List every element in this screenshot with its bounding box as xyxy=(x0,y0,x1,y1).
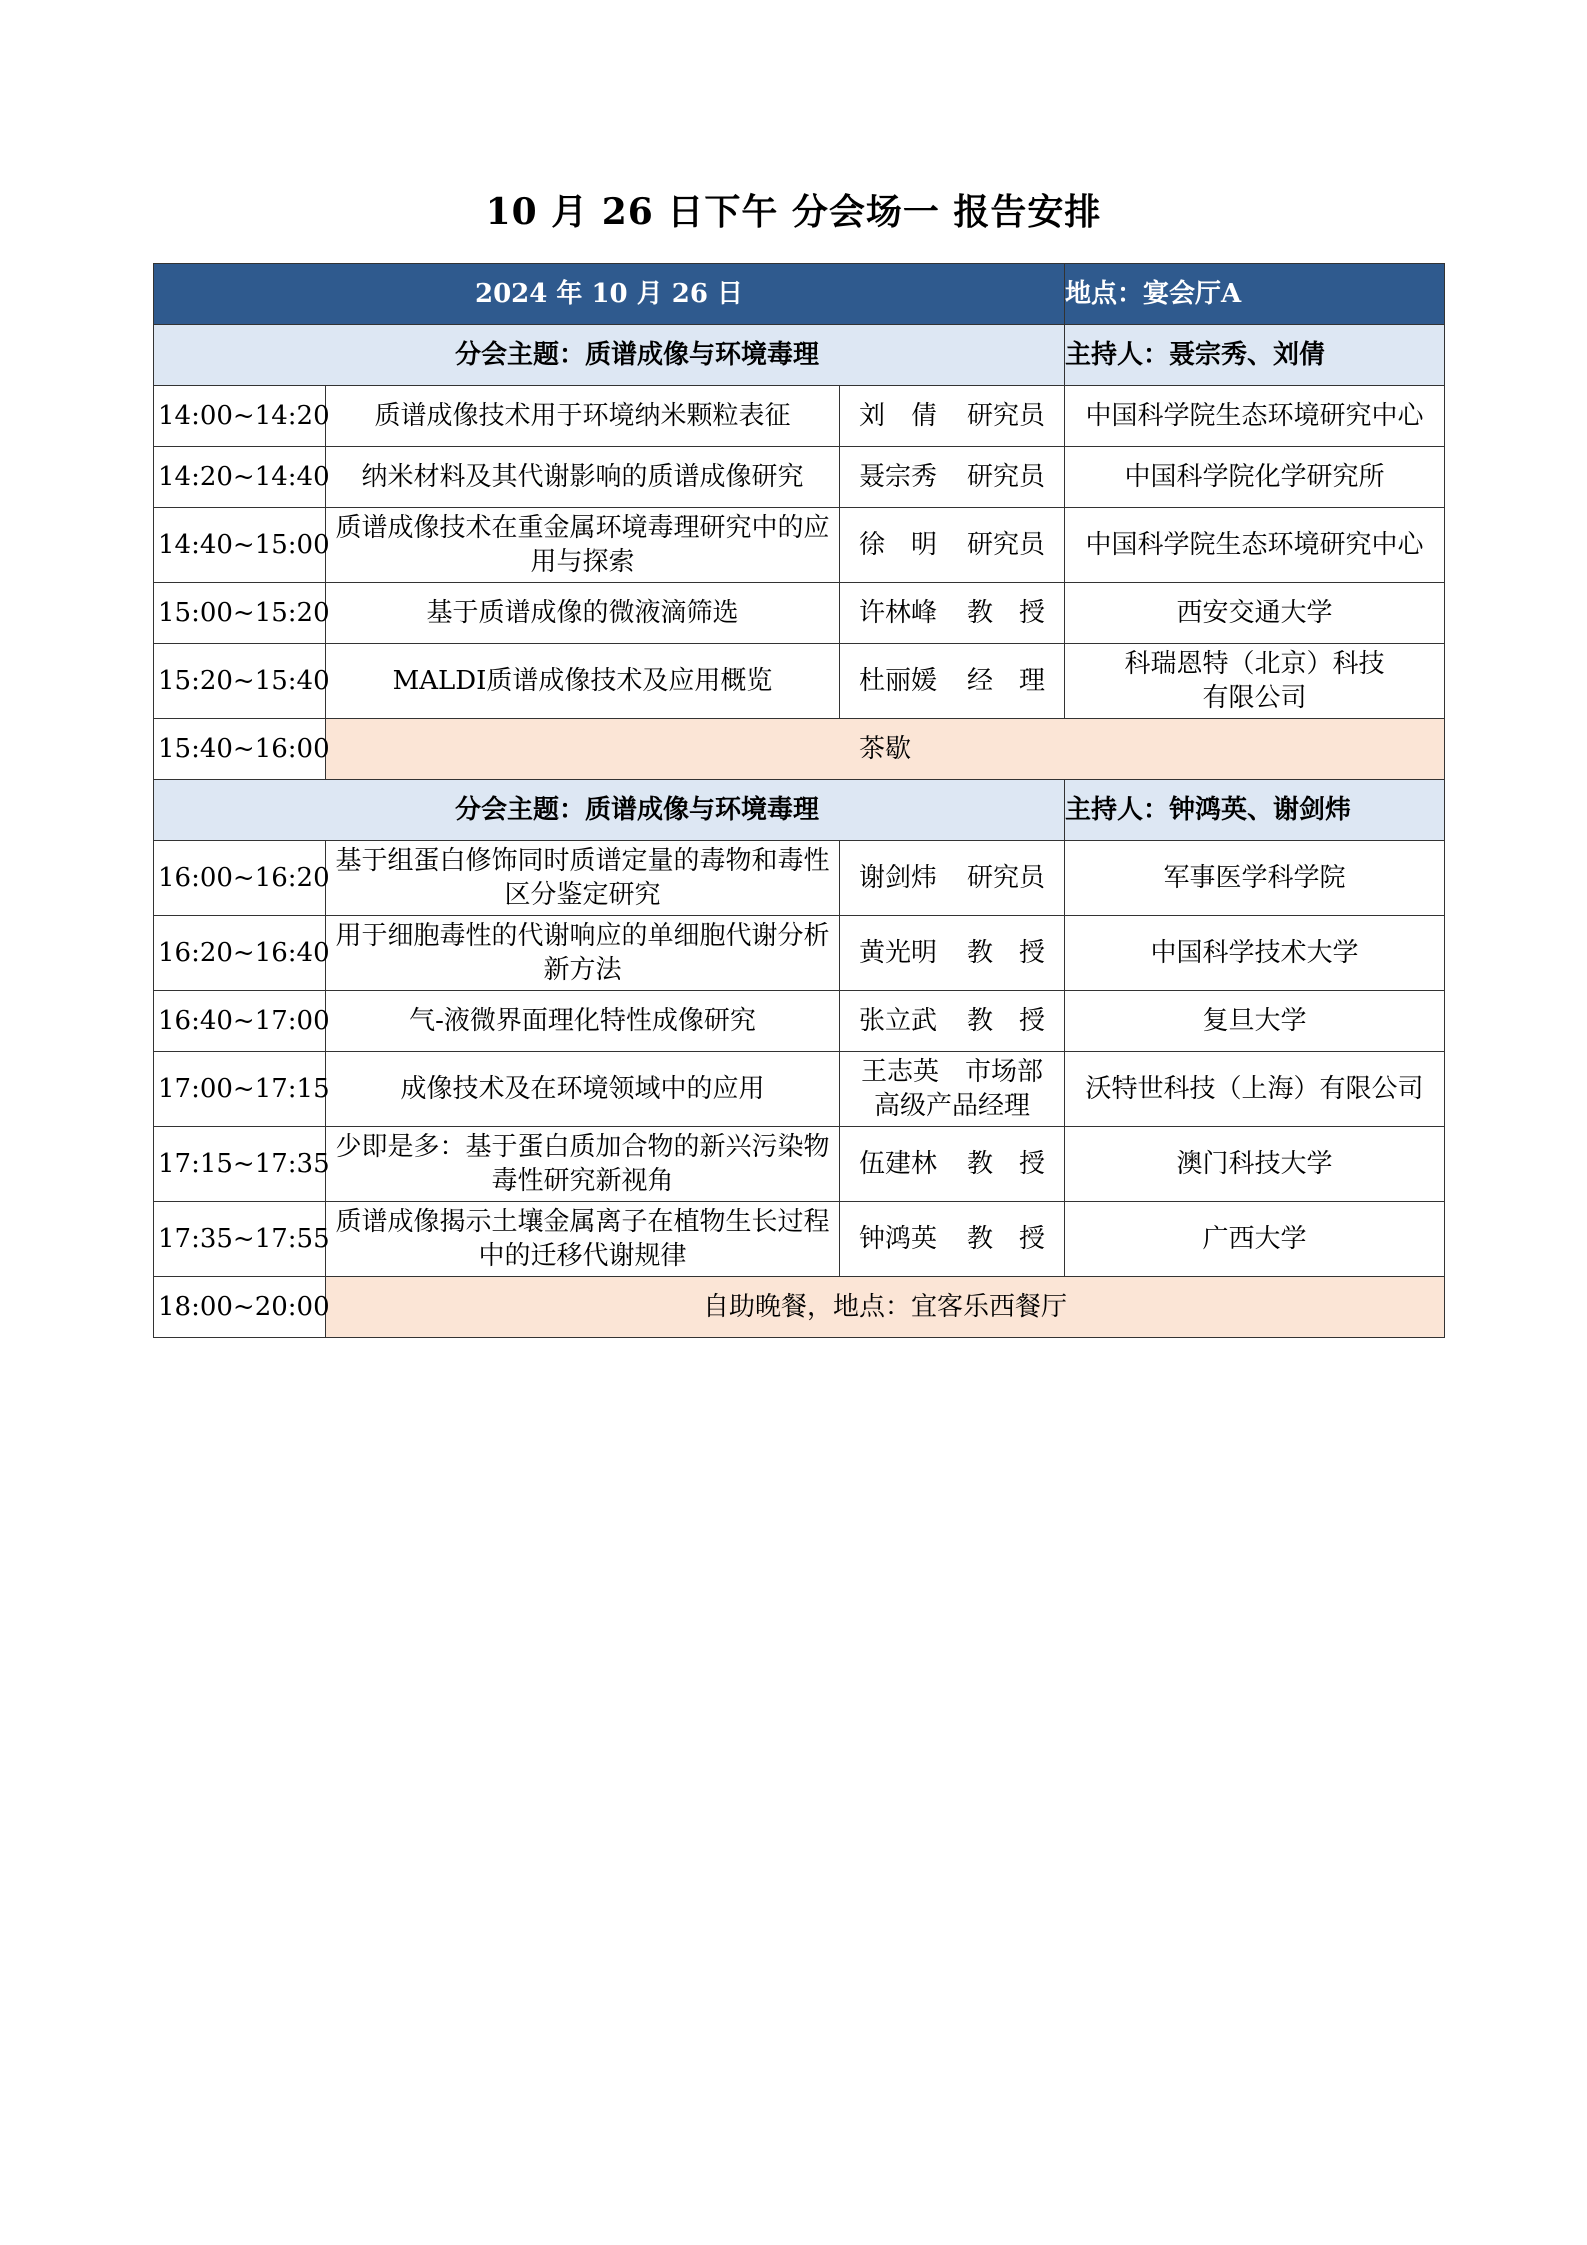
break-label: 茶歇 xyxy=(326,719,1445,780)
time-cell: 16:20~16:40 xyxy=(154,916,326,991)
table-row xyxy=(154,447,1445,508)
time-cell: 17:35~17:55 xyxy=(154,1202,326,1277)
dinner-row xyxy=(154,1277,1445,1338)
topic-cell: 基于质谱成像的微液滴筛选 xyxy=(326,583,840,644)
time-cell: 17:15~17:35 xyxy=(154,1127,326,1202)
speaker-role: 研究员 xyxy=(966,401,1045,431)
schedule-table xyxy=(153,263,1445,1338)
speaker-name: 黄光明 xyxy=(858,938,937,968)
table-row xyxy=(154,386,1445,447)
org-cell: 沃特世科技（上海）有限公司 xyxy=(1065,1052,1445,1127)
speaker-role: 经 理 xyxy=(966,666,1045,696)
org-cell: 中国科学院化学研究所 xyxy=(1065,447,1445,508)
page-title: 10 月 26 日下午 分会场一 报告安排 xyxy=(485,191,1102,233)
speaker-cell xyxy=(840,1052,1065,1127)
speaker-role: 研究员 xyxy=(966,530,1045,560)
org-cell: 澳门科技大学 xyxy=(1065,1127,1445,1202)
topic-cell: 基于组蛋白修饰同时质谱定量的毒物和毒性区分鉴定研究 xyxy=(326,841,840,916)
topic-cell: 用于细胞毒性的代谢响应的单细胞代谢分析新方法 xyxy=(326,916,840,991)
topic-cell: MALDI质谱成像技术及应用概览 xyxy=(326,644,840,719)
topic-cell: 质谱成像揭示土壤金属离子在植物生长过程中的迁移代谢规律 xyxy=(326,1202,840,1277)
session2-host: 主持人：钟鸿英、谢剑炜 xyxy=(1065,780,1445,841)
speaker-role: 研究员 xyxy=(966,462,1045,492)
table-row xyxy=(154,644,1445,719)
session1-theme-row xyxy=(154,325,1445,386)
speaker-name: 张立武 xyxy=(858,1006,937,1036)
table-row xyxy=(154,991,1445,1052)
time-cell: 15:20~15:40 xyxy=(154,644,326,719)
time-cell: 14:20~14:40 xyxy=(154,447,326,508)
speaker-cell xyxy=(840,583,1065,644)
table-row xyxy=(154,916,1445,991)
table-row xyxy=(154,583,1445,644)
time-cell: 18:00~20:00 xyxy=(154,1277,326,1338)
org-cell: 复旦大学 xyxy=(1065,991,1445,1052)
break-row xyxy=(154,719,1445,780)
speaker-role: 教 授 xyxy=(966,1224,1045,1254)
table-row xyxy=(154,508,1445,583)
session1-host: 主持人：聂宗秀、刘倩 xyxy=(1065,325,1445,386)
org-cell: 军事医学科学院 xyxy=(1065,841,1445,916)
org-cell: 中国科学院生态环境研究中心 xyxy=(1065,386,1445,447)
session2-theme: 分会主题：质谱成像与环境毒理 xyxy=(154,780,1065,841)
speaker-cell xyxy=(840,386,1065,447)
time-cell: 16:00~16:20 xyxy=(154,841,326,916)
speaker-cell xyxy=(840,841,1065,916)
topic-cell: 成像技术及在环境领域中的应用 xyxy=(326,1052,840,1127)
speaker-role: 研究员 xyxy=(966,863,1045,893)
org-cell: 广西大学 xyxy=(1065,1202,1445,1277)
speaker-name: 谢剑炜 xyxy=(858,863,937,893)
speaker-name: 王志英 xyxy=(860,1057,939,1087)
speaker-cell xyxy=(840,991,1065,1052)
topic-cell: 气-液微界面理化特性成像研究 xyxy=(326,991,840,1052)
speaker-cell xyxy=(840,1127,1065,1202)
speaker-cell xyxy=(840,1202,1065,1277)
speaker-cell xyxy=(840,644,1065,719)
org-cell: 科瑞恩特（北京）科技有限公司 xyxy=(1065,644,1445,719)
org-cell: 西安交通大学 xyxy=(1065,583,1445,644)
time-cell: 16:40~17:00 xyxy=(154,991,326,1052)
time-cell: 15:00~15:20 xyxy=(154,583,326,644)
time-cell: 17:00~17:15 xyxy=(154,1052,326,1127)
speaker-cell xyxy=(840,916,1065,991)
session1-theme: 分会主题：质谱成像与环境毒理 xyxy=(154,325,1065,386)
speaker-cell xyxy=(840,508,1065,583)
topic-cell: 质谱成像技术在重金属环境毒理研究中的应用与探索 xyxy=(326,508,840,583)
time-cell: 14:40~15:00 xyxy=(154,508,326,583)
speaker-role: 市场部高级产品经理 xyxy=(874,1057,1044,1121)
date-header-row xyxy=(154,264,1445,325)
topic-cell: 少即是多：基于蛋白质加合物的新兴污染物毒性研究新视角 xyxy=(326,1127,840,1202)
time-cell: 15:40~16:00 xyxy=(154,719,326,780)
speaker-name: 徐 明 xyxy=(858,530,937,560)
speaker-name: 杜丽媛 xyxy=(858,666,937,696)
table-row xyxy=(154,1127,1445,1202)
speaker-role: 教 授 xyxy=(966,938,1045,968)
speaker-role: 教 授 xyxy=(966,598,1045,628)
org-cell: 中国科学技术大学 xyxy=(1065,916,1445,991)
dinner-label: 自助晚餐，地点：宜客乐西餐厅 xyxy=(326,1277,1445,1338)
speaker-name: 伍建林 xyxy=(858,1149,937,1179)
org-cell: 中国科学院生态环境研究中心 xyxy=(1065,508,1445,583)
speaker-role: 教 授 xyxy=(966,1006,1045,1036)
speaker-name: 许林峰 xyxy=(858,598,937,628)
location-cell: 地点：宴会厅A xyxy=(1065,264,1445,325)
table-row xyxy=(154,1202,1445,1277)
speaker-name: 钟鸿英 xyxy=(858,1224,937,1254)
topic-cell: 质谱成像技术用于环境纳米颗粒表征 xyxy=(326,386,840,447)
session2-theme-row xyxy=(154,780,1445,841)
speaker-name: 聂宗秀 xyxy=(858,462,937,492)
speaker-role: 教 授 xyxy=(966,1149,1045,1179)
date-cell: 2024 年 10 月 26 日 xyxy=(154,264,1065,325)
speaker-name: 刘 倩 xyxy=(858,401,937,431)
table-row xyxy=(154,1052,1445,1127)
time-cell: 14:00~14:20 xyxy=(154,386,326,447)
speaker-cell xyxy=(840,447,1065,508)
table-row xyxy=(154,841,1445,916)
topic-cell: 纳米材料及其代谢影响的质谱成像研究 xyxy=(326,447,840,508)
